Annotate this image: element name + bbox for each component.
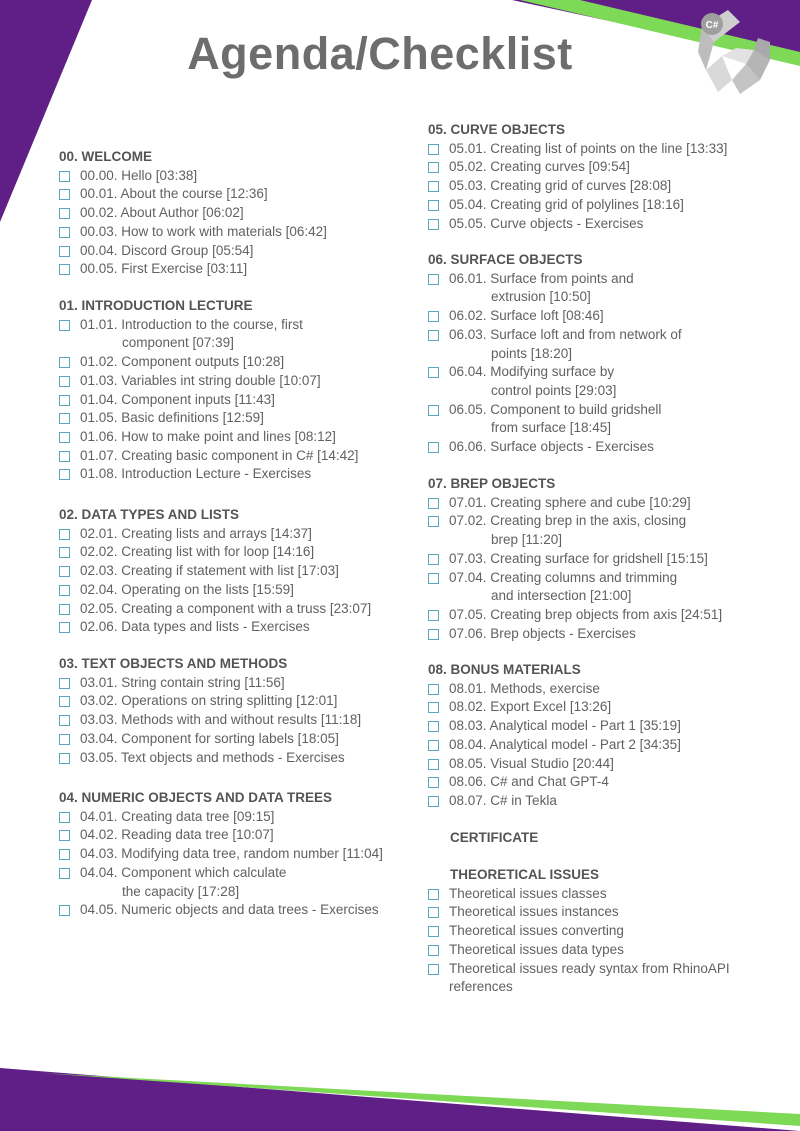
checkbox[interactable] [59, 696, 70, 707]
section-title: 06. SURFACE OBJECTS [428, 252, 583, 267]
list-item[interactable] [428, 401, 788, 438]
checkbox[interactable] [59, 585, 70, 596]
checkbox[interactable] [428, 274, 439, 285]
item-label: 01.03. Variables int string double [10:07] [80, 372, 321, 388]
list-item[interactable] [59, 692, 409, 711]
list-item[interactable] [428, 438, 788, 457]
checkbox[interactable] [59, 432, 70, 443]
item-label: 02.04. Operating on the lists [15:59] [80, 581, 294, 597]
list-item[interactable] [59, 372, 409, 391]
item-label: 06.03. Surface loft and from network of [449, 326, 682, 342]
checkbox[interactable] [59, 189, 70, 200]
item-label-continued: component [07:39] [122, 335, 234, 351]
checkbox[interactable] [428, 702, 439, 713]
list-item[interactable] [59, 730, 409, 749]
list-item[interactable] [428, 326, 788, 363]
list-item[interactable] [59, 447, 409, 466]
item-label-continued: brep [11:20] [491, 532, 563, 548]
item-label: 08.03. Analytical model - Part 1 [35:19] [449, 718, 681, 734]
checkbox[interactable] [59, 734, 70, 745]
checkbox[interactable] [428, 796, 439, 807]
checkbox[interactable] [428, 516, 439, 527]
list-item[interactable] [428, 680, 788, 699]
list-item[interactable] [59, 242, 409, 261]
page-title: Agenda/Checklist [187, 28, 573, 79]
checkbox[interactable] [428, 181, 439, 192]
list-item[interactable] [428, 196, 788, 215]
checkbox[interactable] [59, 171, 70, 182]
list-item[interactable] [428, 140, 788, 159]
checkbox[interactable] [428, 330, 439, 341]
checkbox[interactable] [428, 629, 439, 640]
checkbox[interactable] [428, 554, 439, 565]
list-item[interactable] [59, 409, 409, 428]
checkbox[interactable] [428, 721, 439, 732]
item-label: Theoretical issues converting [449, 923, 624, 939]
checkbox[interactable] [428, 573, 439, 584]
list-item[interactable] [428, 792, 788, 811]
checkbox[interactable] [59, 264, 70, 275]
list-item[interactable] [428, 270, 788, 307]
item-label: 07.06. Brep objects - Exercises [449, 625, 636, 641]
section-theoretical-issues [428, 866, 788, 997]
checkbox[interactable] [59, 905, 70, 916]
item-label: 06.06. Surface objects - Exercises [449, 439, 654, 455]
list-item[interactable] [59, 428, 409, 447]
list-item[interactable] [59, 185, 409, 204]
checkbox[interactable] [59, 469, 70, 480]
list-item[interactable] [59, 353, 409, 372]
list-item[interactable] [428, 625, 788, 644]
item-label: 00.00. Hello [03:38] [80, 167, 198, 183]
checkbox[interactable] [428, 740, 439, 751]
item-label: 05.04. Creating grid of polylines [18:16] [449, 196, 684, 212]
checkbox[interactable] [59, 868, 70, 879]
checkbox[interactable] [428, 610, 439, 621]
section-curve-objects [428, 121, 788, 233]
checkbox[interactable] [428, 442, 439, 453]
section-title: 08. BONUS MATERIALS [428, 662, 581, 677]
checkbox[interactable] [59, 678, 70, 689]
item-label: 07.04. Creating columns and trimming [449, 569, 678, 585]
item-label-continued: from surface [18:45] [491, 420, 612, 436]
section-title: 02. DATA TYPES AND LISTS [59, 507, 240, 522]
checkbox[interactable] [59, 547, 70, 558]
list-item[interactable] [59, 600, 409, 619]
list-item[interactable] [59, 167, 409, 186]
checkbox[interactable] [428, 926, 439, 937]
list-item[interactable] [428, 922, 788, 941]
item-label: 01.04. Component inputs [11:43] [80, 391, 275, 407]
item-label: 05.05. Curve objects - Exercises [449, 215, 644, 231]
item-label: 03.03. Methods with and without results [11:18] [80, 712, 362, 728]
list-item[interactable] [428, 569, 788, 606]
item-label: 05.01. Creating list of points on the line [13:33] [449, 140, 728, 156]
section-numeric-objects-and-data-trees [59, 789, 409, 920]
list-item[interactable] [428, 550, 788, 569]
list-item[interactable] [428, 363, 788, 400]
checkbox[interactable] [59, 246, 70, 257]
item-label: 07.02. Creating brep in the axis, closing [449, 513, 687, 529]
item-label-continued: points [18:20] [491, 345, 573, 361]
section-title: CERTIFICATE [450, 830, 539, 845]
item-label: 01.02. Component outputs [10:28] [80, 354, 285, 370]
checkbox[interactable] [59, 830, 70, 841]
checkbox[interactable] [59, 413, 70, 424]
checkbox[interactable] [428, 405, 439, 416]
list-item[interactable] [59, 316, 409, 353]
list-item[interactable] [59, 808, 409, 827]
item-label: Theoretical issues ready syntax from RhinoAPI [449, 960, 730, 976]
checkbox[interactable] [428, 889, 439, 900]
checkbox[interactable] [59, 395, 70, 406]
list-item[interactable] [428, 307, 788, 326]
checkbox[interactable] [59, 715, 70, 726]
list-item[interactable] [428, 885, 788, 904]
list-item[interactable] [59, 391, 409, 410]
checkbox[interactable] [59, 529, 70, 540]
item-label: 06.05. Component to build gridshell [449, 401, 662, 417]
item-label: 02.05. Creating a component with a truss [23:07] [80, 600, 372, 616]
item-label: 08.07. C# in Tekla [449, 792, 557, 808]
list-item[interactable] [59, 901, 409, 920]
list-item[interactable] [59, 749, 409, 768]
item-label: 08.04. Analytical model - Part 2 [34:35] [449, 736, 681, 752]
checkbox[interactable] [59, 849, 70, 860]
list-item[interactable] [59, 525, 409, 544]
item-label: 02.01. Creating lists and arrays [14:37] [80, 525, 312, 541]
item-label: 01.08. Introduction Lecture - Exercises [80, 466, 312, 482]
list-item[interactable] [428, 512, 788, 549]
item-label: 04.02. Reading data tree [10:07] [80, 827, 274, 843]
item-label: 03.02. Operations on string splitting [12:01] [80, 693, 338, 709]
section-brep-objects [428, 475, 788, 643]
item-label: 01.07. Creating basic component in C# [14:42] [80, 447, 359, 463]
section-title: 00. WELCOME [59, 149, 153, 164]
list-item[interactable] [59, 581, 409, 600]
item-label-continued: and intersection [21:00] [491, 588, 632, 604]
list-item[interactable] [59, 204, 409, 223]
item-label: 04.05. Numeric objects and data trees - Exercises [80, 902, 379, 918]
checkbox[interactable] [428, 367, 439, 378]
item-label: 07.03. Creating surface for gridshell [15:15] [449, 550, 708, 566]
item-label: 03.05. Text objects and methods - Exercises [80, 749, 345, 765]
item-label: 08.05. Visual Studio [20:44] [449, 755, 614, 771]
section-introduction-lecture [59, 297, 409, 484]
checkbox[interactable] [428, 498, 439, 509]
section-data-types-and-lists [59, 506, 409, 637]
item-label: 03.01. String contain string [11:56] [80, 674, 285, 690]
item-label-continued: references [449, 979, 513, 995]
item-label: 01.06. How to make point and lines [08:12] [80, 428, 336, 444]
checkbox[interactable] [428, 144, 439, 155]
item-label: 00.05. First Exercise [03:11] [80, 261, 248, 277]
item-label: 06.02. Surface loft [08:46] [449, 308, 604, 324]
list-item[interactable] [428, 158, 788, 177]
checkbox[interactable] [59, 753, 70, 764]
list-item[interactable] [428, 215, 788, 234]
checkbox[interactable] [59, 357, 70, 368]
item-label: 08.02. Export Excel [13:26] [449, 699, 612, 715]
list-item[interactable] [59, 465, 409, 484]
item-label: 08.06. C# and Chat GPT-4 [449, 774, 609, 790]
checkbox[interactable] [59, 227, 70, 238]
item-label: Theoretical issues instances [449, 904, 619, 920]
section-certificate [428, 829, 800, 848]
item-label: 04.04. Component which calculate [80, 864, 287, 880]
item-label: 02.03. Creating if statement with list [17:03] [80, 563, 339, 579]
checkbox[interactable] [428, 964, 439, 975]
checkbox[interactable] [59, 451, 70, 462]
item-label: 04.01. Creating data tree [09:15] [80, 808, 275, 824]
item-label: 00.03. How to work with materials [06:42] [80, 223, 327, 239]
item-label-continued: extrusion [10:50] [491, 289, 591, 305]
list-item[interactable] [59, 618, 409, 637]
checkbox[interactable] [428, 907, 439, 918]
list-item[interactable] [59, 543, 409, 562]
list-item[interactable] [428, 736, 788, 755]
item-label: 02.06. Data types and lists - Exercises [80, 619, 310, 635]
checkbox[interactable] [59, 208, 70, 219]
list-item[interactable] [428, 755, 788, 774]
list-item[interactable] [428, 903, 788, 922]
item-label: 06.01. Surface from points and [449, 270, 634, 286]
list-item[interactable] [428, 960, 788, 997]
checkbox[interactable] [428, 162, 439, 173]
checkbox[interactable] [428, 759, 439, 770]
item-label: 04.03. Modifying data tree, random number [11:04] [80, 846, 383, 862]
checkbox[interactable] [59, 320, 70, 331]
checkbox[interactable] [428, 777, 439, 788]
checkbox[interactable] [59, 566, 70, 577]
list-item[interactable] [59, 223, 409, 242]
item-label: 00.02. About Author [06:02] [80, 205, 244, 221]
item-label: 01.01. Introduction to the course, first [80, 316, 303, 332]
list-item[interactable] [59, 674, 409, 693]
section-title: THEORETICAL ISSUES [450, 867, 600, 882]
section-text-objects-and-methods [59, 655, 409, 767]
section-title: 01. INTRODUCTION LECTURE [59, 298, 253, 313]
list-item[interactable] [59, 864, 409, 901]
item-label: 07.05. Creating brep objects from axis [24:51] [449, 606, 723, 622]
checkbox[interactable] [428, 200, 439, 211]
list-item[interactable] [59, 826, 409, 845]
item-label: 05.02. Creating curves [09:54] [449, 159, 630, 175]
checkbox[interactable] [59, 604, 70, 615]
list-item[interactable] [428, 698, 788, 717]
item-label: 05.03. Creating grid of curves [28:08] [449, 178, 672, 194]
list-item[interactable] [59, 562, 409, 581]
section-title: 05. CURVE OBJECTS [428, 122, 566, 137]
item-label: 01.05. Basic definitions [12:59] [80, 410, 264, 426]
checkbox[interactable] [428, 311, 439, 322]
list-item[interactable] [428, 606, 788, 625]
item-label: Theoretical issues classes [449, 885, 607, 901]
section-surface-objects [428, 251, 788, 457]
checkbox[interactable] [59, 622, 70, 633]
section-title: 07. BREP OBJECTS [428, 476, 556, 491]
list-item[interactable] [428, 941, 788, 960]
item-label: 02.02. Creating list with for loop [14:16] [80, 544, 315, 560]
item-label: 00.01. About the course [12:36] [80, 186, 268, 202]
checkbox[interactable] [59, 812, 70, 823]
item-label-continued: the capacity [17:28] [122, 883, 240, 899]
item-label-continued: control points [29:03] [491, 382, 617, 398]
logo-text: C# [705, 20, 719, 31]
checkbox[interactable] [428, 684, 439, 695]
checkbox[interactable] [59, 376, 70, 387]
item-label: Theoretical issues data types [449, 941, 624, 957]
section-title: 04. NUMERIC OBJECTS AND DATA TREES [59, 790, 333, 805]
list-item[interactable] [428, 773, 788, 792]
list-item[interactable] [59, 260, 409, 279]
item-label: 06.04. Modifying surface by [449, 364, 615, 380]
section-title: 03. TEXT OBJECTS AND METHODS [59, 656, 288, 671]
list-item[interactable] [428, 177, 788, 196]
item-label: 03.04. Component for sorting labels [18:05] [80, 730, 339, 746]
item-label: 08.01. Methods, exercise [449, 680, 600, 696]
list-item[interactable] [428, 494, 788, 513]
checkbox[interactable] [428, 219, 439, 230]
item-label: 00.04. Discord Group [05:54] [80, 242, 254, 258]
section-bonus-materials [428, 661, 788, 811]
item-label: 07.01. Creating sphere and cube [10:29] [449, 494, 691, 510]
list-item[interactable] [59, 845, 409, 864]
list-item[interactable] [428, 717, 788, 736]
section-welcome [59, 148, 409, 279]
checkbox[interactable] [428, 945, 439, 956]
list-item[interactable] [59, 711, 409, 730]
